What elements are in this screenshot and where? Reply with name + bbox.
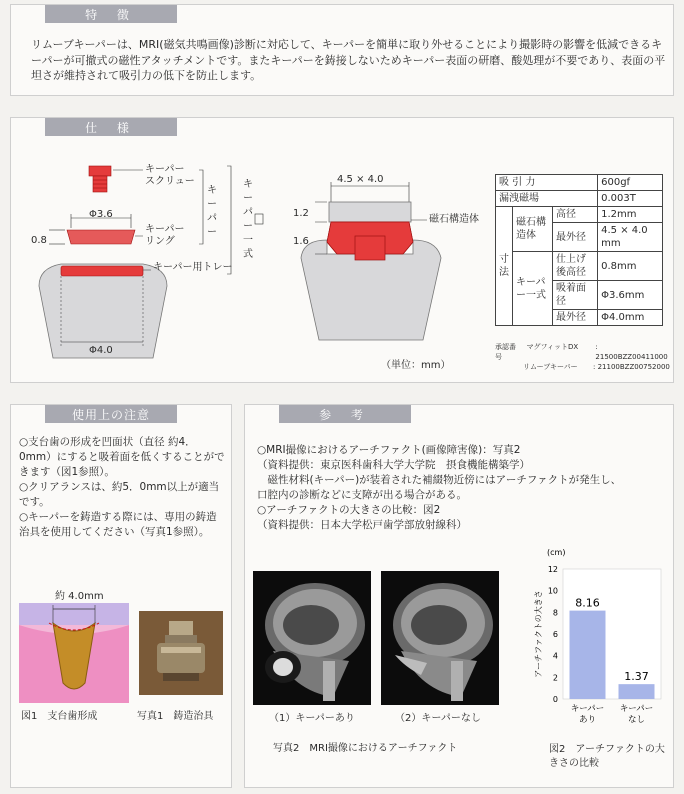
reference-line-4: 口腔内の診断などに支障が出る場合がある。 <box>257 489 467 501</box>
finished-label: 仕上げ後高径 <box>553 252 598 281</box>
chart-y-tick-label: 8 <box>552 608 558 618</box>
chart-category-label: キーパー <box>619 704 654 714</box>
caution-item-3: ○キーパーを鋳造する際には、専用の鋳造治具を使用してください（写真1参照）。 <box>19 511 217 538</box>
label-keeper-set: キーパー一式 <box>243 179 253 260</box>
chart-y-tick-label: 6 <box>552 630 558 639</box>
leakage-label: 漏洩磁場 <box>496 191 598 207</box>
label-keeper: キーパー <box>207 185 217 238</box>
reference-text <box>257 443 669 533</box>
features-heading: 特 徴 <box>45 5 177 23</box>
caution-item-1: ○支台歯の形成を凹面状（直径 約4．0mm）にすると吸着面を低くすることができます（図1参照）。 <box>19 436 225 478</box>
mri-image-with-keeper <box>253 571 371 705</box>
mri1-label: （1）キーパーあり <box>269 713 355 724</box>
spec-table <box>495 174 663 326</box>
spec-panel <box>10 117 674 383</box>
outer-value: 4.5 × 4.0 mm <box>598 223 663 252</box>
chart-unit-label: (cm) <box>547 548 566 557</box>
outer2-label: 最外径 <box>553 310 598 326</box>
label-screw: キーパー スクリュー <box>145 164 195 187</box>
dim-phi36: Φ3.6 <box>89 209 113 220</box>
fig1-dim: 約 4.0mm <box>55 591 104 602</box>
caution-list <box>19 435 225 540</box>
features-body: リムーブキーパーは、MRI(磁気共鳴画像)診断に対応して、キーパーを簡単に取り外せることにより撮影時の影響を低減できるキーパーが可撤式の磁性アタッチメントです。またキーパーを鋳接しないためキーパー表面の研磨、酸処理が不要であり、表面の平坦さが維持されて吸引力の低下を防止します。 <box>31 38 666 82</box>
reference-line-3: 磁性材料(キーパー)が装着された補綴物近傍にはアーチファクトが発生し、 <box>257 474 622 486</box>
chart-y-tick-label: 10 <box>547 586 558 596</box>
approval-item2: リムーブキーパー <box>523 363 578 371</box>
caution-item-2: ○クリアランスは、約5．0mm以上が適当です。 <box>19 481 220 508</box>
mri-image-without-keeper <box>381 571 499 705</box>
outer2-value: Φ4.0mm <box>598 310 663 326</box>
height-label: 高径 <box>553 207 598 223</box>
dim-magnet: 4.5 × 4.0 <box>337 174 384 185</box>
chart-y-tick-label: 4 <box>552 651 558 661</box>
chart-bar <box>570 611 606 699</box>
features-panel <box>10 4 674 96</box>
attraction-label: 吸 引 力 <box>496 175 598 191</box>
outer-label: 最外径 <box>553 223 598 252</box>
tooth-stump <box>39 264 167 358</box>
label-tray: キーパー用トレー <box>153 262 233 273</box>
reference-line-1: ○MRI撮像におけるアーチファクト(画像障害像)：写真2 <box>257 444 521 456</box>
surface-value: Φ3.6mm <box>598 281 663 310</box>
chart-category-label: キーパー <box>570 704 605 714</box>
chart-y-tick-label: 12 <box>547 565 558 574</box>
dim-ring-height: 0.8 <box>31 235 47 246</box>
surface-label: 吸着面径 <box>553 281 598 310</box>
reference-line-2: （資料提供：東京医科歯科大学大学院 摂食機能構築学） <box>257 459 530 471</box>
fig2-caption: 図2 アーチファクトの大きさの比較 <box>549 744 665 769</box>
keeper-group: キーパー一式 <box>513 252 553 326</box>
chart-bar <box>619 684 655 699</box>
mri2-label: （2）キーパーなし <box>395 713 481 724</box>
dim-phi40: Φ4.0 <box>89 345 113 356</box>
keeper-ring <box>67 230 135 244</box>
chart-y-tick-label: 2 <box>552 673 558 683</box>
caution-panel <box>10 404 232 788</box>
magnet-diagram <box>291 180 451 350</box>
magnet-group: 磁石構造体 <box>513 207 553 252</box>
magnet-cap <box>329 202 411 222</box>
photo1-caption: 写真1 鋳造治具 <box>137 711 214 722</box>
leakage-value: 0.003T <box>598 191 663 207</box>
reference-heading: 参 考 <box>279 405 411 423</box>
unit-label: （単位：mm） <box>381 360 451 371</box>
fig1-abutment <box>19 603 129 703</box>
approval-num1: : 21500BZZ00411000 <box>595 343 668 361</box>
approval-num2: : 21100BZZ00752000 <box>593 363 670 371</box>
reference-line-5: ○アーチファクトの大きさの比較：図2 <box>257 504 441 516</box>
caution-heading: 使用上の注意 <box>45 405 177 423</box>
height-value: 1.2mm <box>598 207 663 223</box>
finished-value: 0.8mm <box>598 252 663 281</box>
approval-item1: マグフィットDX <box>526 343 579 351</box>
reference-panel <box>244 404 674 788</box>
photo1-casting-jig <box>139 611 223 695</box>
spec-heading: 仕 様 <box>45 118 177 136</box>
chart-category-label: あり <box>578 715 597 725</box>
chart-category-label: なし <box>627 715 646 725</box>
chart-y-tick-label: 0 <box>552 695 558 704</box>
artifact-chart <box>529 543 669 733</box>
dim-lower: 1.6 <box>293 236 309 247</box>
fig1-caption: 図1 支台歯形成 <box>21 711 98 722</box>
chart-y-axis-label: アーチファクトの大きさ <box>534 590 543 678</box>
chart-value-label: 8.16 <box>575 596 600 610</box>
dim-label: 寸法 <box>496 207 513 326</box>
label-ring: キーパー リング <box>145 224 185 247</box>
reference-line-6: （資料提供：日本大学松戸歯学部放射線科） <box>257 519 467 531</box>
approval-block <box>495 342 671 372</box>
photo2-caption: 写真2 MRI撮像におけるアーチファクト <box>273 743 458 754</box>
keeper-screw-head <box>89 166 111 176</box>
attraction-value: 600gf <box>598 175 663 191</box>
label-magnet: 磁石構造体 <box>429 214 479 225</box>
dim-upper: 1.2 <box>293 208 309 219</box>
chart-value-label: 1.37 <box>624 670 649 684</box>
approval-label: 承認番号 <box>495 343 516 361</box>
